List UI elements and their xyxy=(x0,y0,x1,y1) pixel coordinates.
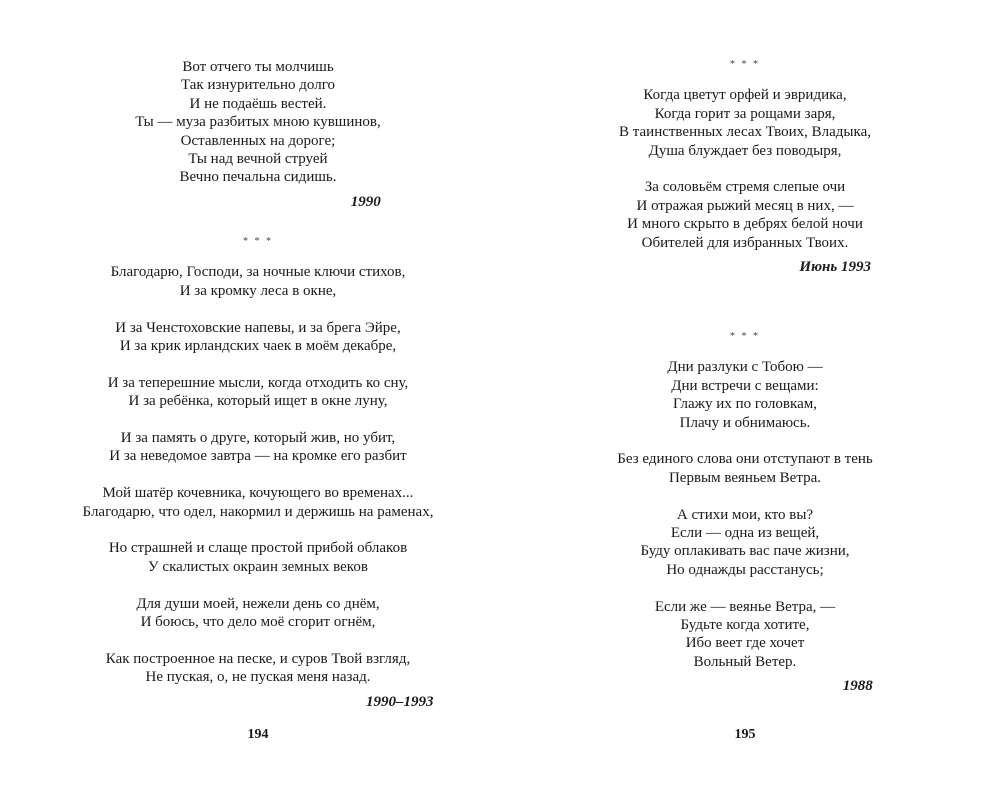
stanza xyxy=(83,539,434,576)
stanza xyxy=(135,58,381,187)
poem-body xyxy=(617,328,873,696)
poem-line: У скалистых окраин земных веков xyxy=(148,558,368,575)
poem xyxy=(0,58,516,211)
poem-line: В таинственных лесах Твоих, Владыка, xyxy=(619,124,871,141)
stanza xyxy=(83,374,434,411)
poem-line: За соловьём стремя слепые очи xyxy=(644,179,846,196)
poem-line: И боюсь, что дело моё сгорит огнём, xyxy=(140,614,376,631)
poem-line: Обителей для избранных Твоих. xyxy=(641,234,849,251)
stanza xyxy=(83,650,434,687)
poem-line: Дни разлуки с Тобою — xyxy=(667,359,823,376)
poem-line: И отражая рыжий месяц в них, — xyxy=(636,197,854,214)
stanza xyxy=(617,450,873,487)
poem-line: И за память о друге, который жив, но убит, xyxy=(120,430,396,447)
page-number: 194 xyxy=(247,727,269,742)
poem-line: Вечно печальна сидишь. xyxy=(179,169,337,186)
section-separator-stars: * * * xyxy=(729,331,760,342)
poem-line: И за кромку леса в окне, xyxy=(179,282,337,299)
poem-line: И за теперешние мысли, когда отходить ко сну, xyxy=(107,374,409,391)
stanza xyxy=(617,598,873,672)
poem-line: Когда цветут орфей и эвридика, xyxy=(643,87,847,104)
poem xyxy=(495,328,995,696)
poem-line: Оставленных на дороге; xyxy=(180,132,336,149)
poem-line: Но страшней и слаще простой прибой облаков xyxy=(108,540,408,557)
stanza xyxy=(619,86,871,160)
stanza xyxy=(619,178,871,252)
poem-line: Глажу их по головкам, xyxy=(673,396,817,413)
poem-line: Мой шатёр кочевника, кочующего во временах... xyxy=(102,485,414,502)
poem-line: Будьте когда хотите, xyxy=(680,617,810,634)
poem-line: И за Ченстоховские напевы, и за брега Эйре, xyxy=(115,319,401,336)
poem-line: Вольный Ветер. xyxy=(693,653,797,670)
poem-line: Так изнурительно долго xyxy=(180,77,335,94)
poem-line: Ты над вечной струей xyxy=(188,151,328,168)
stanza xyxy=(617,506,873,580)
poem-date: 1988 xyxy=(842,678,873,695)
stanza xyxy=(83,429,434,466)
poem-line: Благодарю, Господи, за ночные ключи стихов, xyxy=(110,264,406,281)
poem-line: Как построенное на песке, и суров Твой взгляд, xyxy=(105,650,411,667)
poem-line: И за крик ирландских чаек в моём декабре, xyxy=(119,338,397,355)
poem-line: Душа блуждает без поводыря, xyxy=(648,142,842,159)
stanza xyxy=(83,595,434,632)
section-separator-stars: * * * xyxy=(242,236,273,247)
stanza xyxy=(83,263,434,300)
poem-line: Вот отчего ты молчишь xyxy=(182,59,334,75)
poem-line: Если же — веянье Ветра, — xyxy=(654,598,836,615)
poem-body xyxy=(619,56,871,276)
poem-line: И за ребёнка, который ищет в окне луну, xyxy=(128,393,388,410)
right-page xyxy=(495,0,995,800)
poem-line: Благодарю, что одел, накормил и держишь на раменах, xyxy=(82,503,434,520)
stanza xyxy=(83,484,434,521)
poem-line: Не пуская, о, не пуская меня назад. xyxy=(145,669,371,686)
page-number: 195 xyxy=(734,727,756,742)
poem-body xyxy=(83,233,434,711)
poem-body xyxy=(135,58,381,211)
poem-line: Но однажды расстанусь; xyxy=(666,561,824,578)
poem-line: Буду оплакивать вас паче жизни, xyxy=(640,543,850,560)
poem-line: Если — одна из вещей, xyxy=(670,525,820,542)
poem xyxy=(0,233,516,711)
stanza xyxy=(83,319,434,356)
poem-line: И много скрыто в дебрях белой ночи xyxy=(627,216,863,233)
poem-date: 1990 xyxy=(350,193,381,210)
poem-line: Дни встречи с вещами: xyxy=(671,377,819,394)
section-separator-stars: * * * xyxy=(730,59,760,70)
poem-line: Плачу и обнимаюсь. xyxy=(679,414,811,431)
poem xyxy=(495,56,995,276)
poem-date: 1990–1993 xyxy=(365,693,434,710)
poem-line: А стихи мои, кто вы? xyxy=(676,506,814,523)
poem-line: И не подаёшь вестей. xyxy=(189,95,327,112)
poem-line: Первым веяньем Ветра. xyxy=(668,469,821,486)
poem-line: Для души моей, нежели день со днём, xyxy=(136,595,380,612)
poem-line: Когда горит за рощами заря, xyxy=(654,105,836,122)
stanza xyxy=(617,358,873,432)
poem-line: Без единого слова они отступают в тень xyxy=(617,451,873,468)
poem-date: Июнь 1993 xyxy=(799,259,871,276)
poem-line: Ибо веет где хочет xyxy=(685,635,805,652)
poem-line: Ты — муза разбитых мною кувшинов, xyxy=(135,114,381,131)
poem-line: И за неведомое завтра — на кромке его разбит xyxy=(109,448,407,465)
